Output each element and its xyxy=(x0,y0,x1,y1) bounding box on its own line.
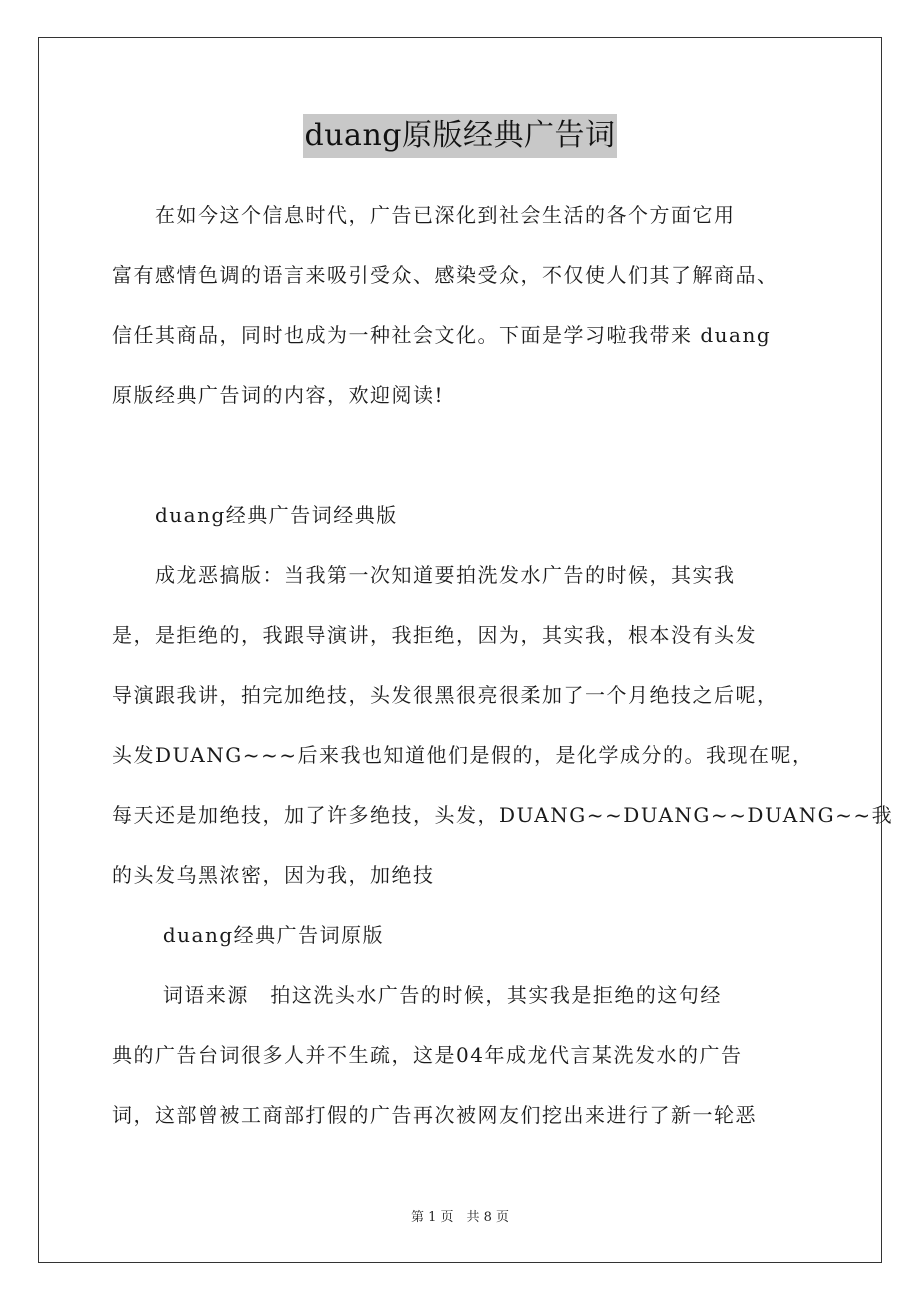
paragraph-line: 原版经典广告词的内容，欢迎阅读! xyxy=(112,383,445,407)
blank-line xyxy=(112,425,824,485)
paragraph-line: 典的广告台词很多人并不生疏，这是04年成龙代言某洗发水的广告 xyxy=(112,1043,743,1067)
page-footer: 第 1 页 共 8 页 xyxy=(410,1210,510,1225)
paragraph-line: 成龙恶搞版：当我第一次知道要拍洗发水广告的时候，其实我 xyxy=(112,563,736,587)
paragraph-line: 在如今这个信息时代，广告已深化到社会生活的各个方面它用 xyxy=(112,203,736,227)
title-container xyxy=(0,114,920,158)
document-body xyxy=(112,185,894,1145)
paragraph-line: 头发DUANG~~~后来我也知道他们是假的，是化学成分的。我现在呢， xyxy=(112,743,814,767)
paragraph-line: 信任其商品，同时也成为一种社会文化。下面是学习啦我带来 duang xyxy=(112,323,772,347)
paragraph-line: 富有感情色调的语言来吸引受众、感染受众，不仅使人们其了解商品、 xyxy=(112,263,779,287)
paragraph-line: 的头发乌黑浓密，因为我，加绝技 xyxy=(112,863,435,887)
paragraph-line: 每天还是加绝技，加了许多绝技，头发，DUANG~~DUANG~~DUANG~~我 xyxy=(112,803,894,827)
paragraph-line: 词语来源 拍这洗头水广告的时候，其实我是拒绝的这句经 xyxy=(112,983,722,1007)
paragraph-line: 是，是拒绝的，我跟导演讲，我拒绝，因为，其实我，根本没有头发 xyxy=(112,623,757,647)
section-heading: duang经典广告词经典版 xyxy=(112,503,398,527)
document-title: duang原版经典广告词 xyxy=(303,114,618,158)
section-heading: duang经典广告词原版 xyxy=(112,923,385,947)
paragraph-line: 词，这部曾被工商部打假的广告再次被网友们挖出来进行了新一轮恶 xyxy=(112,1103,757,1127)
paragraph-line: 导演跟我讲，拍完加绝技，头发很黑很亮很柔加了一个月绝技之后呢， xyxy=(112,683,779,707)
